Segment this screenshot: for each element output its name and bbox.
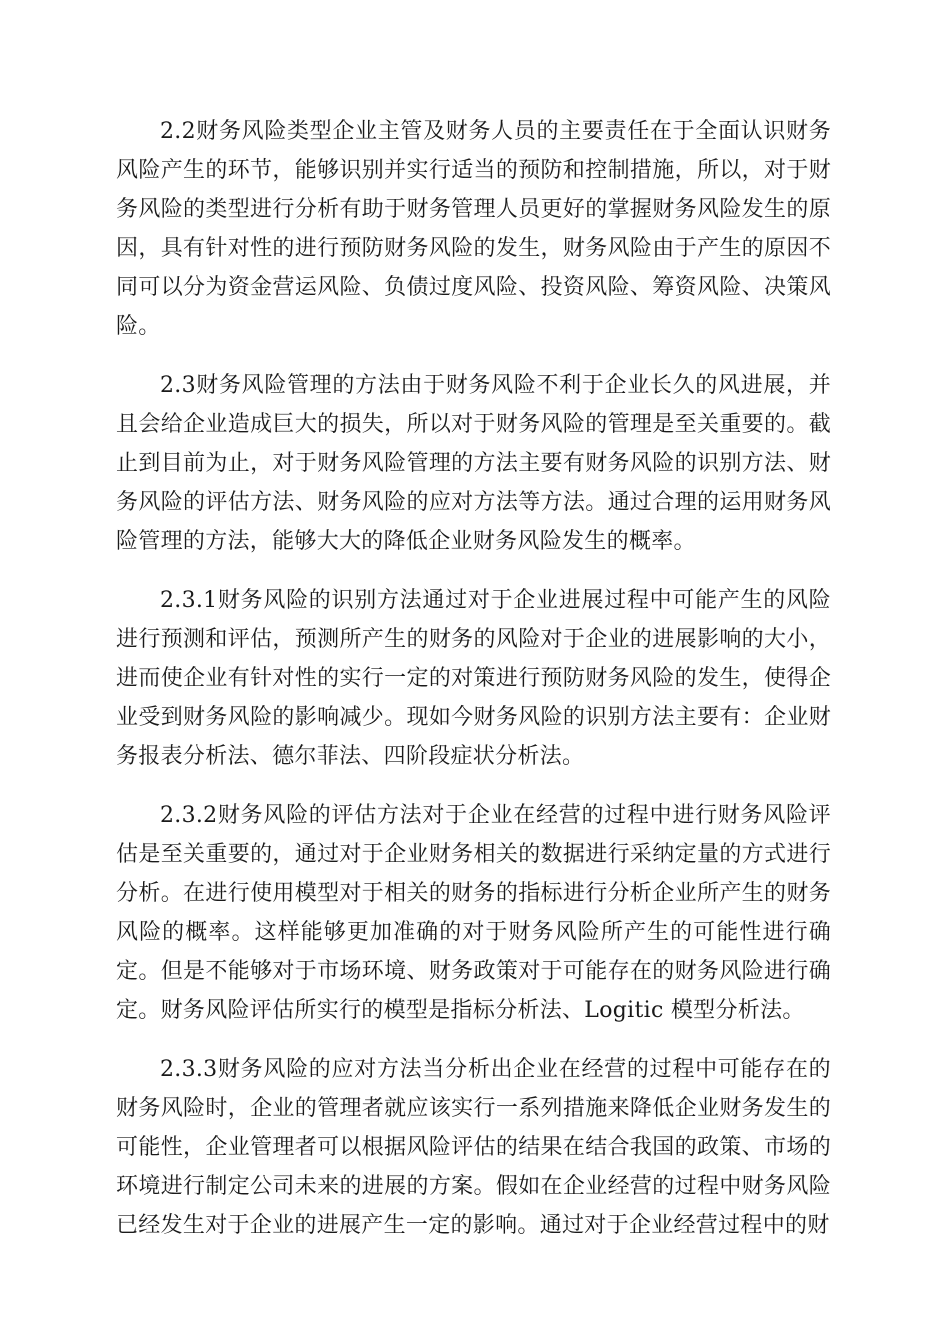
paragraph-2-3-3-response-methods: 2.3.3财务风险的应对方法当分析出企业在经营的过程中可能存在的财务风险时，企业的管理者就应该实行一系列措施来降低企业财务发生的可能性，企业管理者可以根据风险评估的结果在结合我国的政策、市场的环境进行制定公司未来的进展的方案。假如在企业经营的过程中财务风险已经发生对于企业的进展产生一定的影响。通过对于企业经营过程中的财	[116, 1057, 831, 1238]
paragraph-2-3-risk-management-methods: 2.3财务风险管理的方法由于财务风险不利于企业长久的风进展，并且会给企业造成巨大的损失，所以对于财务风险的管理是至关重要的。截止到目前为止，对于财务风险管理的方法主要有财务风险的识别方法、财务风险的评估方法、财务风险的应对方法等方法。通过合理的运用财务风险管理的方法，能够大大的降低企业财务风险发生的概率。	[116, 373, 831, 554]
document-body	[116, 112, 831, 1265]
paragraph-2-3-2-assessment-methods: 2.3.2财务风险的评估方法对于企业在经营的过程中进行财务风险评估是至关重要的，通过对于企业财务相关的数据进行采纳定量的方式进行分析。在进行使用模型对于相关的财务的指标进行分析企业所产生的财务风险的概率。这样能够更加准确的对于财务风险所产生的可能性进行确定。但是不能够对于市场环境、财务政策对于可能存在的财务风险进行确定。财务风险评估所实行的模型是指标分析法、Logitic 模型分析法。	[116, 803, 831, 1023]
paragraph-2-2-financial-risk-types: 2.2财务风险类型企业主管及财务人员的主要责任在于全面认识财务风险产生的环节，能够识别并实行适当的预防和控制措施，所以，对于财务风险的类型进行分析有助于财务管理人员更好的掌握财务风险发生的原因，具有针对性的进行预防财务风险的发生，财务风险由于产生的原因不同可以分为资金营运风险、负债过度风险、投资风险、筹资风险、决策风险。	[116, 119, 831, 339]
paragraph-2-3-1-identification-methods: 2.3.1财务风险的识别方法通过对于企业进展过程中可能产生的风险进行预测和评估，预测所产生的财务的风险对于企业的进展影响的大小，进而使企业有针对性的实行一定的对策进行预防财务风险的发生，使得企业受到财务风险的影响减少。现如今财务风险的识别方法主要有：企业财务报表分析法、德尔菲法、四阶段症状分析法。	[116, 588, 831, 769]
